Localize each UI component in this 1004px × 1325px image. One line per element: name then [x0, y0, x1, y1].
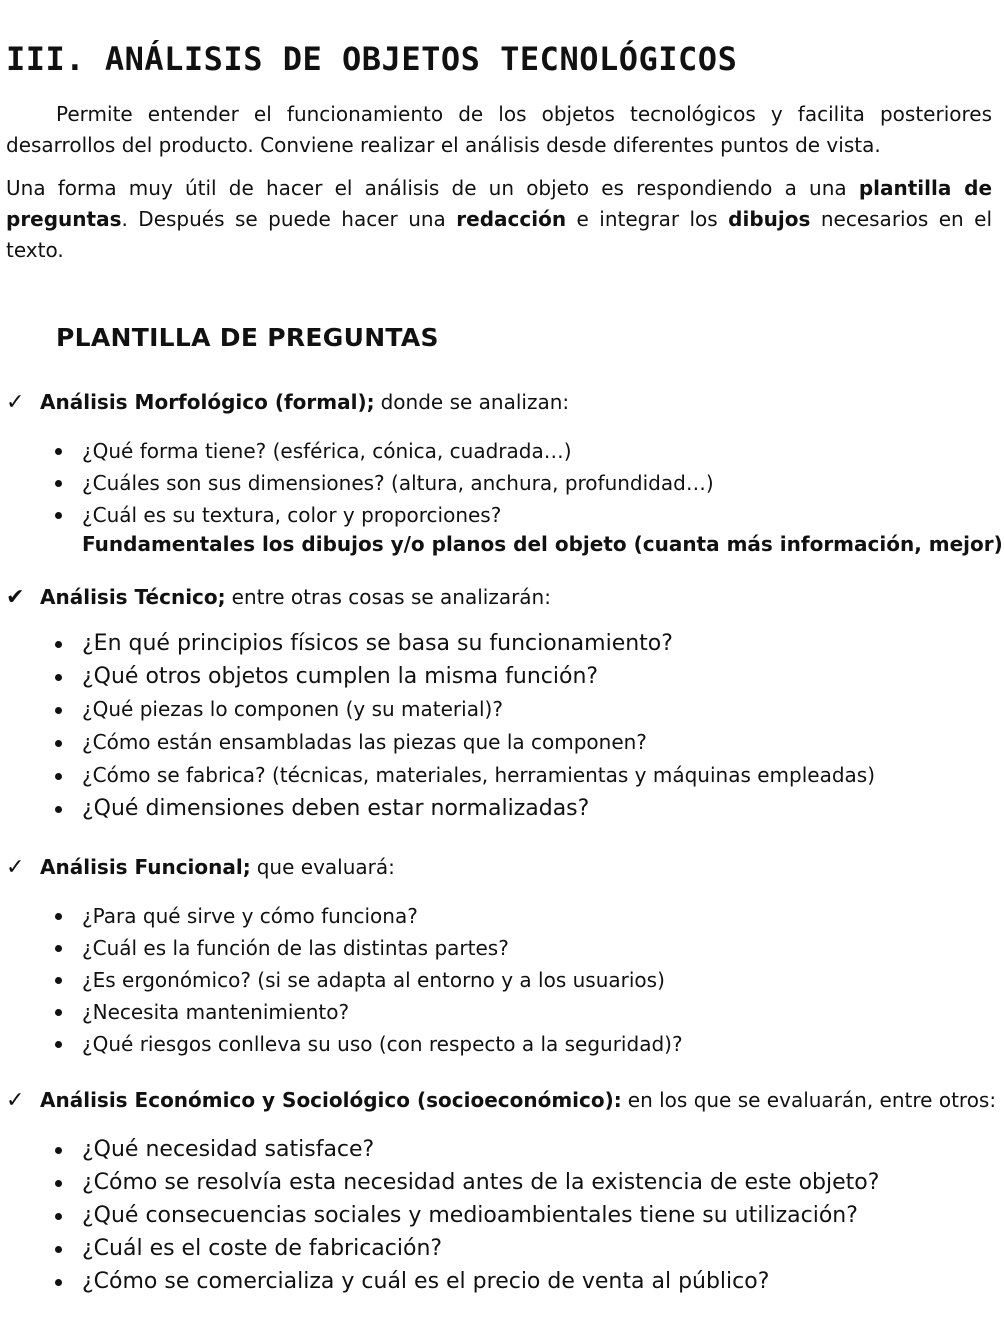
list-item-text: ¿Para qué sirve y cómo funciona?	[82, 904, 418, 928]
list-item-text: ¿Cómo se fabrica? (técnicas, materiales, herramientas y máquinas empleadas)	[82, 763, 876, 787]
list-item	[0, 792, 875, 825]
list-item	[0, 759, 875, 792]
list-tecnico	[0, 627, 875, 825]
section-heading-economico	[6, 1088, 996, 1113]
bullet-icon	[55, 1279, 62, 1286]
check-icon: ✓	[6, 1088, 25, 1113]
list-item-text: ¿Qué otros objetos cumplen la misma función?	[82, 664, 599, 689]
list-morfologico	[0, 435, 714, 531]
list-item-text: ¿Cuáles son sus dimensiones? (altura, anchura, profundidad…)	[82, 471, 714, 495]
list-item-text: ¿Cómo se comercializa y cuál es el precio de venta al público?	[82, 1269, 770, 1294]
intro-bold-text: dibujos	[728, 207, 811, 231]
section-heading-label: Análisis Morfológico (formal);	[40, 390, 375, 414]
intro-text: . Después se puede hacer una	[121, 207, 457, 231]
list-item	[0, 1199, 879, 1232]
list-item-text: ¿Qué consecuencias sociales y medioambientales tiene su utilización?	[82, 1203, 858, 1228]
list-item	[0, 660, 875, 693]
list-item	[0, 435, 714, 467]
intro-paragraph-1: Permite entender el funcionamiento de los objetos tecnológicos y facilita posteriores desarrollos del producto. Conviene realizar el análisis desde diferentes puntos de vista.	[6, 102, 992, 157]
bullet-icon	[55, 512, 62, 519]
bullet-icon	[55, 1009, 62, 1016]
check-icon: ✔	[6, 585, 25, 610]
section-heading-morfologico	[6, 390, 569, 415]
list-item	[0, 1028, 683, 1060]
intro-text: Una forma muy útil de hacer el análisis de un objeto es respondiendo a una	[6, 176, 859, 200]
section-heading-funcional	[6, 855, 395, 880]
bullet-icon	[55, 740, 62, 747]
list-item-text: ¿Qué necesidad satisface?	[82, 1137, 375, 1162]
check-icon: ✓	[6, 855, 25, 880]
list-item-text: ¿Necesita mantenimiento?	[82, 1000, 350, 1024]
section-heading-label: Análisis Económico y Sociológico (socioeconómico):	[40, 1088, 622, 1112]
bullet-icon	[55, 1147, 62, 1154]
section-heading-desc: en los que se evaluarán, entre otros:	[627, 1088, 997, 1112]
morfologico-note: Fundamentales los dibujos y/o planos del objeto (cuanta más información, mejor)	[82, 532, 1003, 556]
bullet-icon	[55, 1041, 62, 1048]
section-heading-label: Análisis Funcional;	[40, 855, 251, 879]
list-item-text: ¿Qué forma tiene? (esférica, cónica, cuadrada…)	[82, 439, 572, 463]
bullet-icon	[55, 773, 62, 780]
section-subtitle: PLANTILLA DE PREGUNTAS	[56, 323, 439, 352]
intro-bold-text: plantilla de preguntas	[6, 176, 993, 231]
list-item	[0, 499, 714, 531]
bullet-icon	[55, 913, 62, 920]
list-item-text: ¿Cómo están ensambladas las piezas que la componen?	[82, 730, 647, 754]
list-item-text: ¿Qué dimensiones deben estar normalizadas?	[82, 796, 590, 821]
bullet-icon	[55, 707, 62, 714]
list-item-text: ¿Cuál es el coste de fabricación?	[82, 1236, 443, 1261]
section-heading-desc: donde se analizan:	[380, 390, 570, 414]
bullet-icon	[55, 674, 62, 681]
check-icon: ✓	[6, 390, 25, 415]
list-item	[0, 964, 683, 996]
bullet-icon	[55, 977, 62, 984]
section-heading-desc: entre otras cosas se analizarán:	[231, 585, 551, 609]
bullet-icon	[55, 1180, 62, 1187]
bullet-icon	[55, 945, 62, 952]
intro-bold-text: redacción	[456, 207, 567, 231]
section-heading-tecnico	[6, 585, 551, 610]
list-item	[0, 1166, 879, 1199]
bullet-icon	[55, 448, 62, 455]
list-item	[0, 900, 683, 932]
bullet-icon	[55, 641, 62, 648]
list-item-text: ¿Cómo se resolvía esta necesidad antes de la existencia de este objeto?	[82, 1170, 880, 1195]
list-item-text: ¿Cuál es la función de las distintas partes?	[82, 936, 509, 960]
intro-paragraph-2	[6, 173, 992, 266]
list-item	[0, 467, 714, 499]
list-funcional	[0, 900, 683, 1060]
list-item	[0, 1232, 879, 1265]
intro-text: e integrar los	[566, 207, 729, 231]
list-item	[0, 1265, 879, 1298]
list-item	[0, 627, 875, 660]
list-item-text: ¿Cuál es su textura, color y proporciones?	[82, 503, 502, 527]
list-item	[0, 693, 875, 726]
list-item-text: ¿En qué principios físicos se basa su funcionamiento?	[82, 631, 673, 656]
list-item-text: ¿Qué piezas lo componen (y su material)?	[82, 697, 503, 721]
list-item-text: ¿Es ergonómico? (si se adapta al entorno y a los usuarios)	[82, 968, 665, 992]
intro-text: necesarios en el texto.	[6, 207, 992, 262]
section-heading-desc: que evaluará:	[256, 855, 395, 879]
list-item	[0, 996, 683, 1028]
list-economico	[0, 1133, 879, 1298]
list-item	[0, 1133, 879, 1166]
bullet-icon	[55, 480, 62, 487]
list-item-text: ¿Qué riesgos conlleva su uso (con respecto a la seguridad)?	[82, 1032, 683, 1056]
list-item	[0, 932, 683, 964]
bullet-icon	[55, 806, 62, 813]
section-heading-label: Análisis Técnico;	[40, 585, 226, 609]
bullet-icon	[55, 1246, 62, 1253]
list-item	[0, 726, 875, 759]
bullet-icon	[55, 1213, 62, 1220]
page-title: III. ANÁLISIS DE OBJETOS TECNOLÓGICOS	[6, 40, 738, 78]
